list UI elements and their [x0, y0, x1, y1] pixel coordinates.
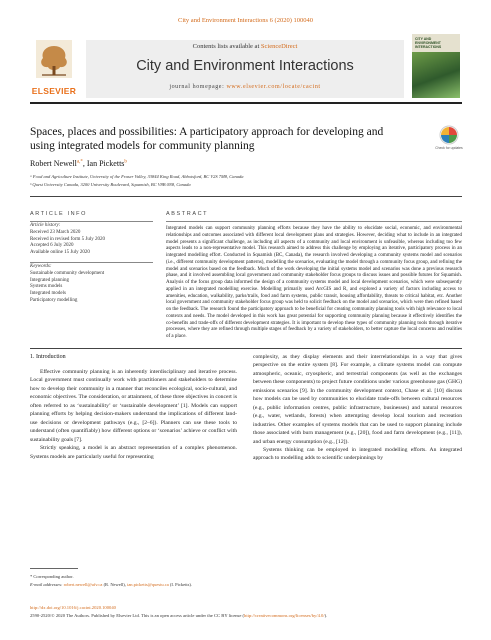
license-line — [30, 613, 462, 618]
author-2[interactable]: Ian Picketts — [86, 159, 125, 168]
keyword-item: Systems models — [30, 284, 63, 290]
doi-line — [30, 605, 462, 610]
keywords-label: Keywords: — [30, 264, 52, 269]
publisher-logo-text: ELSEVIER — [31, 86, 77, 96]
history-label: Article history: — [30, 223, 61, 228]
history-item: Received 23 March 2020 — [30, 229, 81, 235]
keyword-item: Sustainable community development — [30, 270, 105, 276]
cover-header — [412, 34, 460, 52]
body-column-left — [30, 368, 237, 461]
email-link-1[interactable]: robert.newell@ufv.ca — [63, 582, 103, 587]
crossmark-button[interactable] — [436, 124, 462, 154]
keyword-item: Participatory modelling — [30, 297, 78, 303]
footnote-rule — [30, 568, 78, 569]
homepage-line — [86, 84, 404, 90]
keywords — [30, 264, 153, 305]
article-title: Spaces, places and possibilities: A participatory approach for developing and using integrated models for community planning — [30, 126, 384, 152]
email-footnote — [30, 582, 462, 587]
license-suffix: ). — [324, 613, 328, 618]
keyword-item: Integrated planning — [30, 277, 70, 283]
corresponding-author-note: * Corresponding author. — [30, 574, 74, 579]
masthead — [30, 34, 462, 100]
paragraph: complexity, as they display elements and their interrelationships in a way that gives perspective on the entire system [8]. For example, a climate systems model can compute atmospheric, oceanic, cryospheric, and terrestrial components (as well as the exchanges between these components) to project future conditions under various greenhouse gas (GHG) emissions scenarios [9]. In the community development context, Chase et al. [10] discuss how models can be used by communities to elucidate trade-offs between cultural resources (e.g., public information centres, public infrastructure, businesses) and natural resources (e.g., water, wetlands, forests) when attempting develop local tourism and recreation industries. Other examples of systems models that can be used to support planning include those associated with burn management (e.g., [20]), food and farm development (e.g., [11]), and urban energy consumption (e.g., [12]). — [253, 354, 462, 445]
contents-prefix: Contents lists available at — [192, 43, 261, 50]
article-history — [30, 223, 153, 257]
abstract-rule — [166, 221, 462, 222]
author-1-marks[interactable]: a,* — [76, 159, 83, 165]
journal-cover-image — [412, 34, 460, 98]
body-column-right — [253, 353, 462, 463]
cover-photo — [412, 52, 460, 98]
tree-icon — [36, 40, 72, 78]
header-rule — [30, 102, 462, 104]
affiliation-b: ᵇ Quest University Canada, 3200 University Boulevard, Squamish, BC V8B 0N8, Canada — [30, 182, 191, 187]
email-label: E-mail addresses: — [30, 582, 64, 587]
abstract-text: Integrated models can support community planning efforts because they have the ability to elucidate social, economic, and environmental relationships and outcomes associated with different local development plans and strategies. However, deciding what to include in an integrated model presents a significant challenge, as including all aspects of a community and local environment is unfeasible, whereas including too few aspects leads to a non-representative model. This research aimed to address this challenge by employing an iterative, participatory process in an integrated modelling effort. Conducted in Squamish (BC, Canada), the research involved developing a community systems model and scenarios (i.e., different community development patterns), modelling the scenarios, evaluating the model through a community focus group, and refining the model and scenarios based on the feedback. Much of the work developing the initial systems model and scenarios was done a previous research phase, and it involved assembling local government and community stakeholder focus groups to discuss issues and possible futures for Squamish. Analysis of the focus group data informed the design of a community systems model and local development scenarios, which were subsequently applied in an integrated modelling exercise. Modelling primarily used ArcGIS and R, and explored a variety of factors including access to amenities, education, walkability, parks/trails, food and farm systems, public transit, housing affordability, threats to critical habitat, etc. Another local government and community stakeholder focus group was held to solicit feedback on the model and scenarios, which were then refined based on the feedback. The research found the participatory approach to be beneficial for creating community planning tools with high relevance to local contexts and needs. The model developed in this work has great potential for supporting community planning because it effectively identifies the co-benefits and trade-offs of different development strategies. It is important to develop these types of community planning tools through iterative processes, where they are refined through multiple stages of feedback by a variety of stakeholders, to better capture the local concerns and realities of a place. — [166, 226, 462, 339]
history-item: Received in revised form 5 July 2020 — [30, 236, 105, 242]
history-item: Accepted 6 July 2020 — [30, 243, 74, 249]
contents-line — [86, 43, 404, 50]
keywords-rule — [30, 262, 153, 263]
journal-reference[interactable]: City and Environment Interactions 6 (2020) 100040 — [177, 17, 314, 24]
email-link-2[interactable]: ian.picketts@questu.ca — [127, 582, 169, 587]
abstract-heading: ABSTRACT — [166, 211, 209, 217]
author-2-marks[interactable]: b — [124, 159, 127, 165]
article-info-heading: ARTICLE INFO — [30, 211, 87, 217]
paragraph: Strictly speaking, a model is an abstract representation of a complex phenomenon. Systems models are particularly useful for representing — [30, 445, 237, 460]
info-top-rule — [30, 196, 462, 197]
author-separator: , — [82, 159, 87, 168]
affiliation-a: ᵃ Food and Agriculture Institute, University of the Fraser Valley, 33844 King Road, Abbotsford, BC V2S 7M8, Canada — [30, 174, 244, 179]
email-1-suffix: (R. Newell), — [102, 582, 128, 587]
sciencedirect-link[interactable]: ScienceDirect — [260, 43, 298, 50]
section-heading-introduction: 1. Introduction — [30, 354, 66, 360]
paragraph: Systems thinking can be employed in integrated modelling efforts. An integrated approach to modelling adds to scientific underpinnings by — [253, 446, 462, 462]
authors — [30, 159, 127, 168]
keyword-item: Integrated models — [30, 291, 66, 297]
license-prefix: 2590-2520/© 2020 The Authors. Published by Elsevier Ltd. This is an open access article under the CC BY license ( — [30, 613, 245, 618]
homepage-link[interactable]: www.elsevier.com/locate/cacint — [226, 84, 321, 90]
article-info-rule — [30, 221, 153, 222]
elsevier-logo[interactable] — [30, 38, 78, 98]
paragraph: Effective community planning is an inherently interdisciplinary and iterative process. Local government must continually work with practitioners and stakeholders to determine how to develop their community in a manner that reconciles ecological, socio-cultural, and economic objectives. The consideration, or attainment, of these three objectives in concert is often referred to as ‘sustainability’ or ‘sustainable development’ [1]. Models can support planning efforts by helping decision-makers understand the implications of different land-use decisions or development pathways (e.g., [2–6]). Planners can use these tools to understand (often quantifiably) how different options or ‘scenarios’ achieve or conflict with sustainability goals [7]. — [30, 369, 237, 443]
journal-title: City and Environment Interactions — [136, 58, 354, 74]
crossmark-label: Check for updates — [435, 146, 463, 150]
author-1[interactable]: Robert Newell — [30, 159, 77, 168]
email-2-suffix: (I. Picketts). — [168, 582, 192, 587]
history-item: Available online 15 July 2020 — [30, 250, 90, 256]
homepage-prefix: journal homepage: — [169, 84, 227, 90]
doi-link[interactable]: http://dx.doi.org/10.1016/j.cacint.2020.100040 — [30, 605, 116, 610]
cover-title: CITY AND ENVIRONMENT INTERACTIONS — [415, 37, 442, 49]
abstract-bottom-rule — [30, 348, 462, 349]
masthead-band — [86, 40, 404, 98]
license-link[interactable]: http://creativecommons.org/licenses/by/4.0/ — [244, 613, 325, 618]
